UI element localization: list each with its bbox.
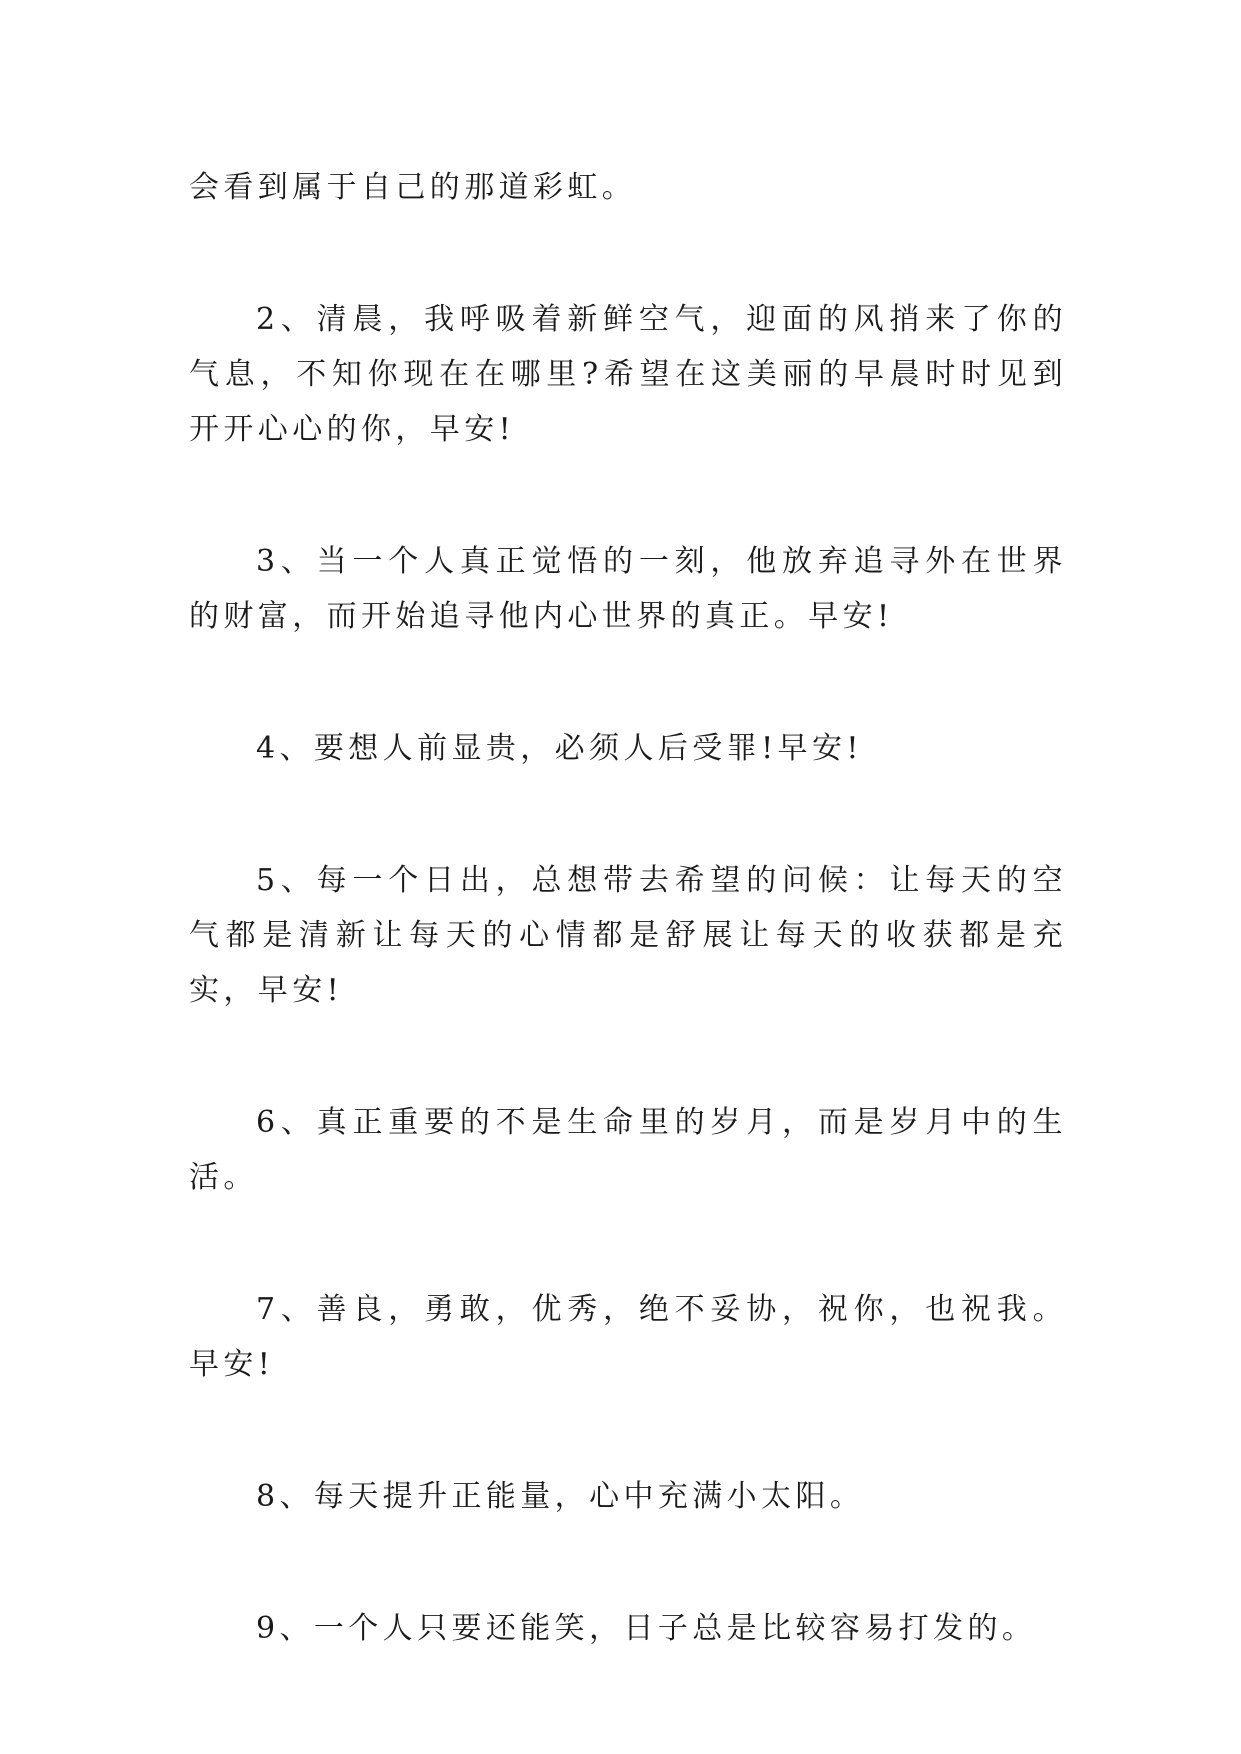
paragraph-7: 7、善良，勇敢，优秀，绝不妥协，祝你，也祝我。早安! — [189, 1292, 1067, 1382]
paragraph-4: 4、要想人前显贵，必须人后受罪!早安! — [256, 731, 863, 766]
body-text — [189, 160, 1067, 1656]
paragraph-6: 6、真正重要的不是生命里的岁月，而是岁月中的生活。 — [189, 1105, 1067, 1195]
paragraph-2: 2、清晨，我呼吸着新鲜空气，迎面的风捎来了你的气息，不知你现在在哪里?希望在这美丽的早晨时时见到开开心心的你，早安! — [189, 302, 1067, 447]
paragraph-continuation: 会看到属于自己的那道彩虹。 — [189, 170, 637, 205]
paragraph-5: 5、每一个日出，总想带去希望的问候：让每天的空气都是清新让每天的心情都是舒展让每天的收获都是充实，早安! — [189, 863, 1067, 1008]
paragraph-9: 9、一个人只要还能笑，日子总是比较容易打发的。 — [256, 1611, 1037, 1646]
paragraph-8: 8、每天提升正能量，心中充满小太阳。 — [256, 1479, 865, 1514]
paragraph-3: 3、当一个人真正觉悟的一刻，他放弃追寻外在世界的财富，而开始追寻他内心世界的真正。早安! — [189, 544, 1067, 634]
